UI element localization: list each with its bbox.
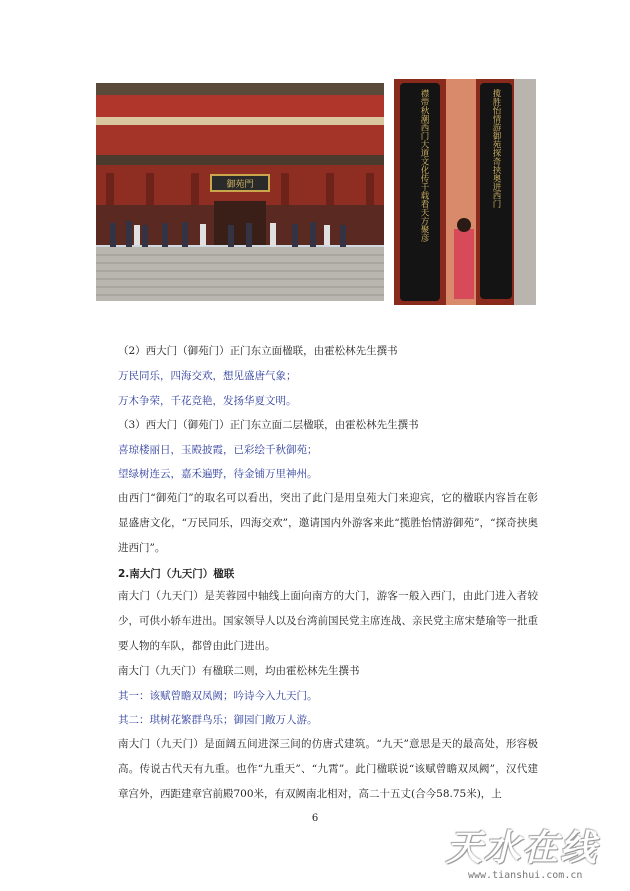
couplet-photo <box>394 79 536 305</box>
section-heading: 2.南大门（九天门）楹联 <box>118 568 235 580</box>
gate-photo-graphic <box>96 83 384 301</box>
couplet-line: 喜琼楼丽日，玉殿披霞，已彩绘千秋御苑； <box>118 444 318 456</box>
gate-photo <box>96 83 384 301</box>
couplet-right-text: 揽胜怡情游御苑探奇挟奥进西门 <box>491 89 501 208</box>
watermark-logo: 天水在线 <box>446 828 599 869</box>
line-west-gate-1: （2）西大门（御苑门）正门东立面楹联，由霍松林先生撰书 <box>118 345 398 357</box>
gate-sign-text: 御苑門 <box>226 180 254 190</box>
couplet-line: 万民同乐，四海交欢，想见盛唐气象； <box>118 370 297 382</box>
line-south-gate: 南大门（九天门）有楹联二则，均由霍松林先生撰书 <box>118 665 360 677</box>
couplet-line: 望绿树连云，嘉禾遍野，待金铺万里神州。 <box>118 468 318 480</box>
paragraph-west-gate: 由西门“御苑门”的取名可以看出，突出了此门是用皇苑大门来迎宾，它的楹联内容旨在彰显盛唐文化，“万民同乐，四海交欢”，邀请国内外游客来此“揽胜怡情游御苑”，“探奇挟奥进西门”。 <box>118 492 538 554</box>
couplet-line: 万木争荣，千花竞艳，发扬华夏文明。 <box>118 395 297 407</box>
couplet-line: 其一：该赋曾瞻双凤阙；吟诗今入九天门。 <box>118 690 318 702</box>
site-watermark <box>446 820 621 888</box>
line-west-gate-2: （3）西大门（御苑门）正门东立面二层楹联，由霍松林先生撰书 <box>118 419 419 431</box>
page-number: 6 <box>311 813 319 824</box>
paragraph-south-gate: 南大门（九天门）是芙蓉园中轴线上面向南方的大门，游客一般入西门，由此门进入者较少，可供小轿车进出。国家领导人以及台湾前国民党主席连战、亲民党主席宋楚瑜等一批重要人物的车队，都曾由此门进出。 <box>118 590 538 652</box>
couplet-left-text: 襟带秋潮西门大道文化传千载看天方聚彦 <box>419 89 429 242</box>
watermark-url: www.tianshui.com.cn <box>468 870 583 881</box>
couplet-line: 其二：琪树花繁群鸟乐；御园门敞万人游。 <box>118 714 318 726</box>
paragraph-nine-heaven: 南大门（九天门）是面阔五间进深三间的仿唐式建筑。“九天”意思是天的最高处，形容极高。传说古代天有九重。也作“九重天”、“九霄”。此门楹联说“该赋曾瞻双凤阙”，汉代建章宫外，西距建章宫前殿700米，有双阙南北相对，高二十五丈(合今58.75米)，上 <box>118 738 538 800</box>
couplet-photo-graphic <box>394 79 536 305</box>
